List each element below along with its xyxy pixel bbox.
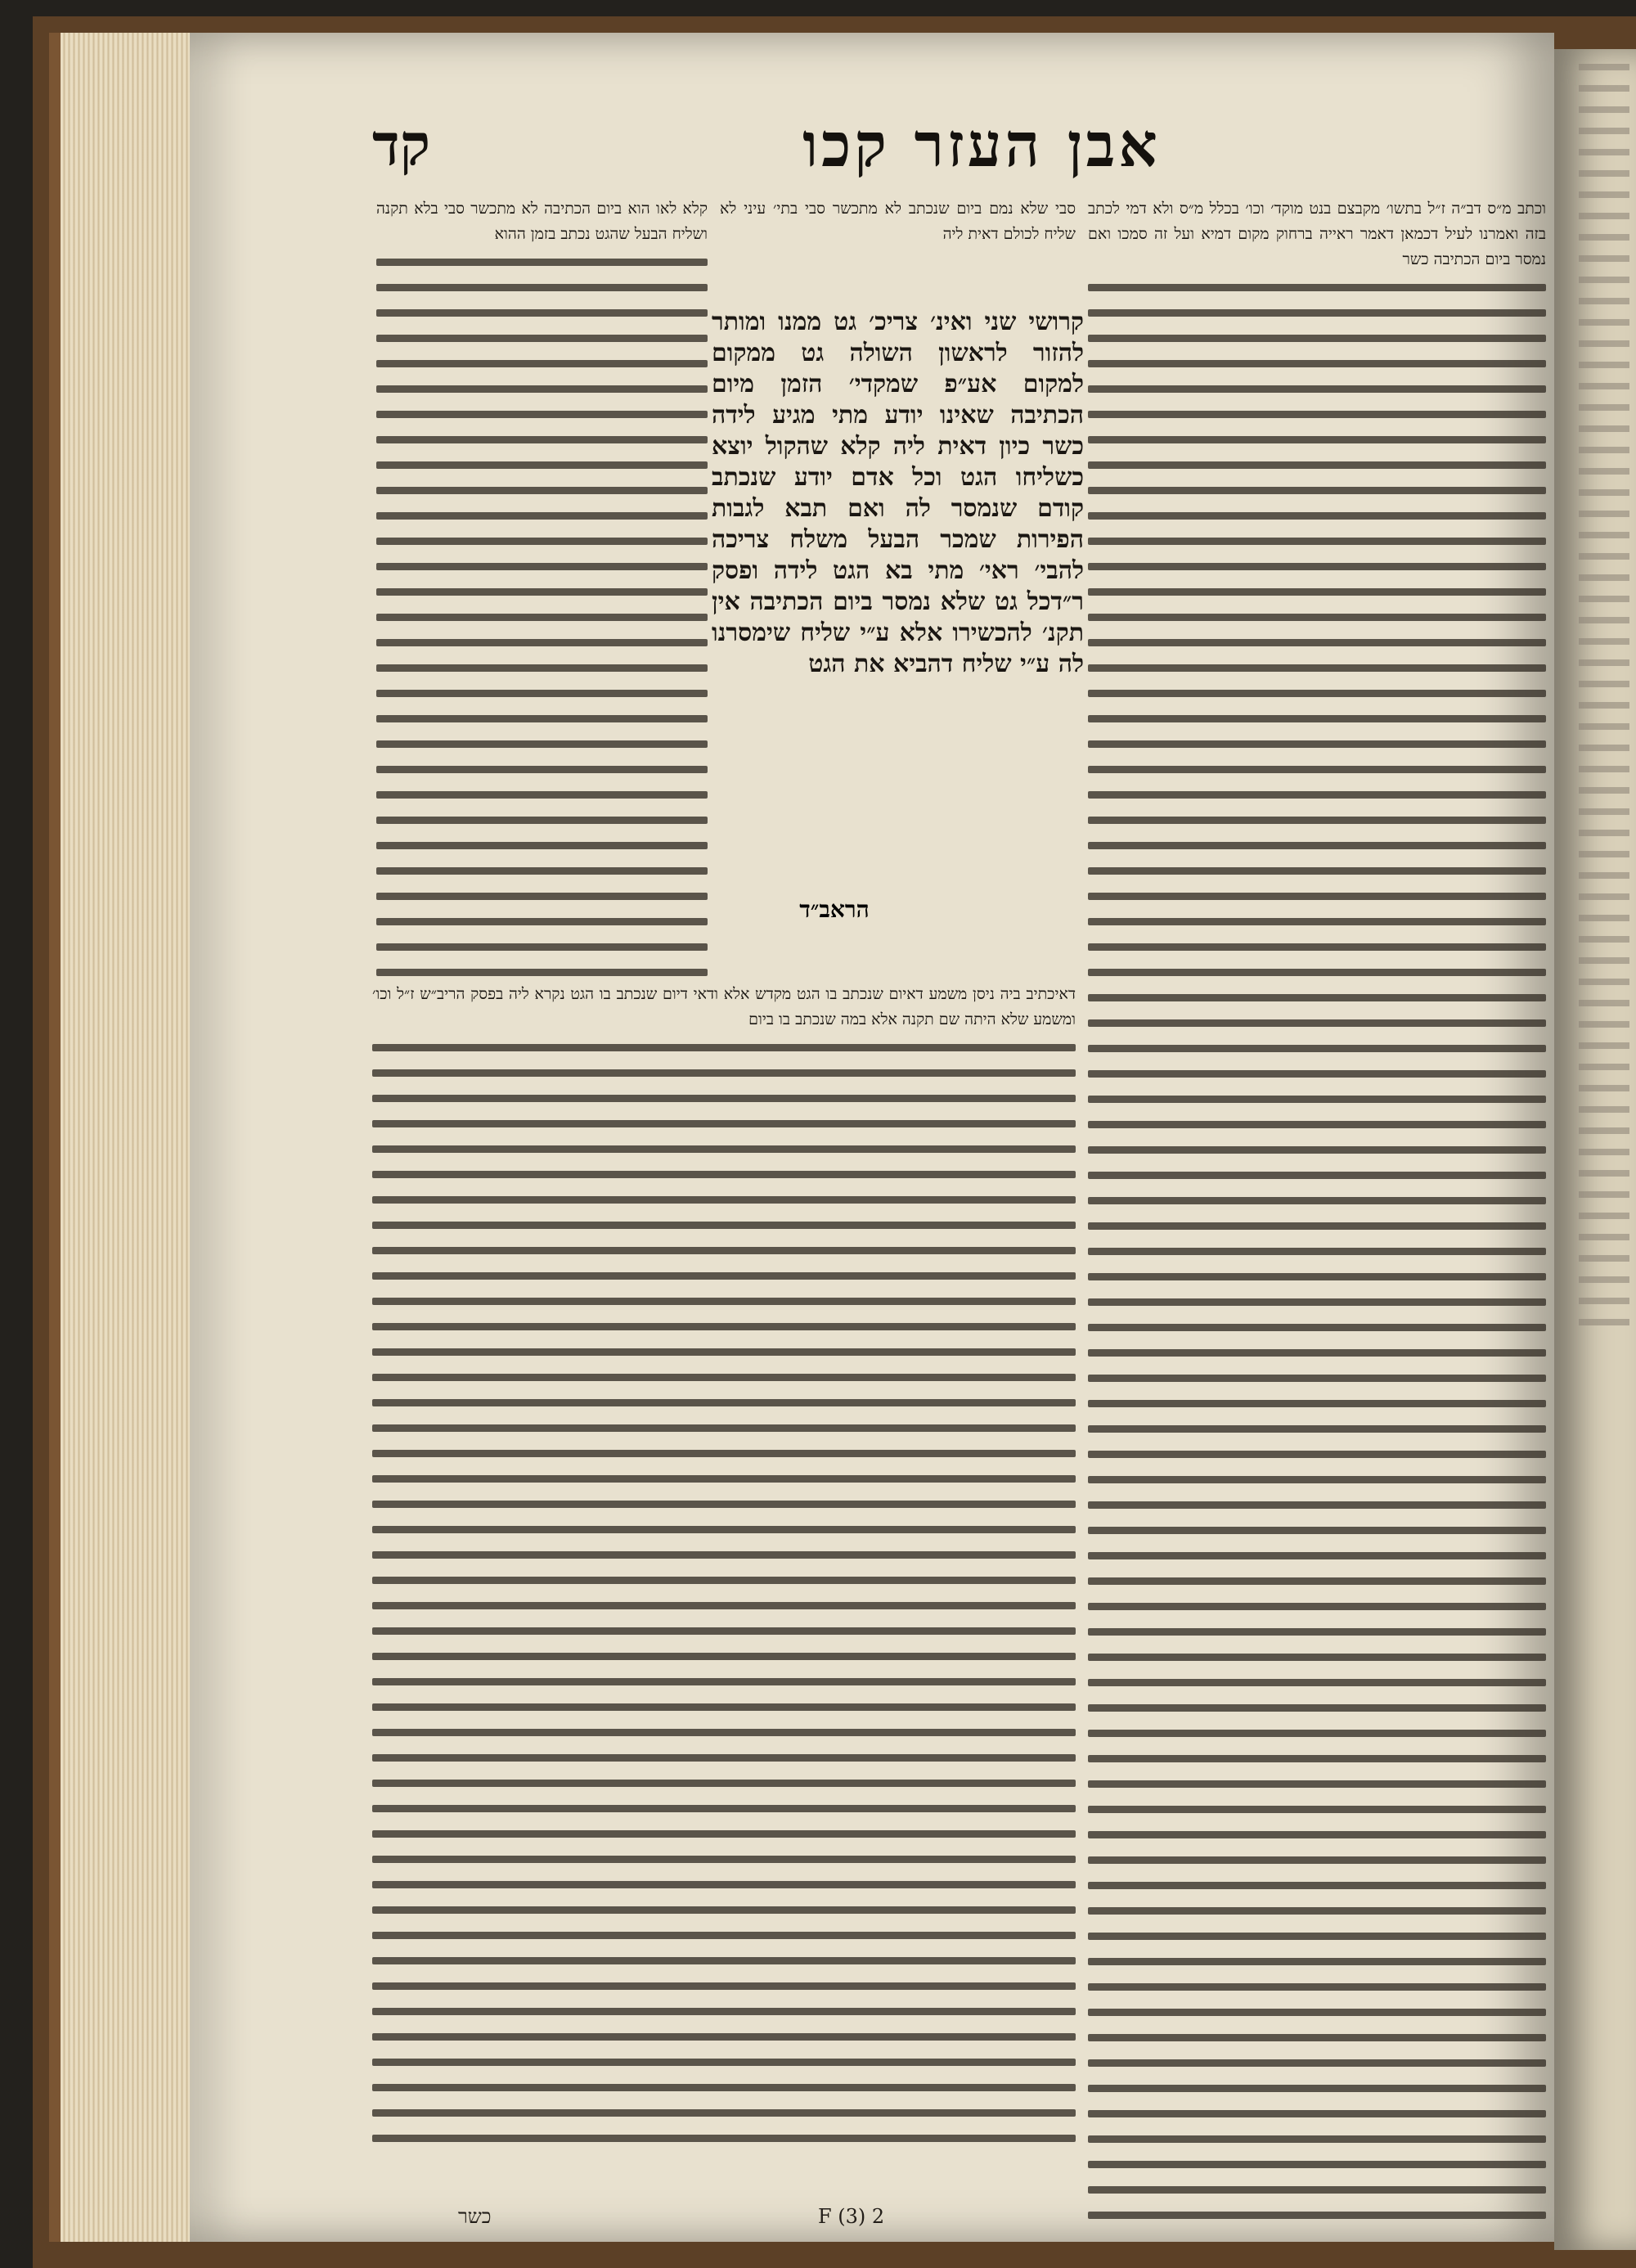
commentary-right-text: וכתב מ״ס דב״ה ז״ל בתשו׳ מקבצם בנט מוקד׳ וכו׳ בכלל מ״ס ולא דמי לכתב בזה ואמרנו לעיל דכמאן דאמר ראייה ברחוק מקום דמיא ועל זה סמכו ואם נמסר ביום הכתיבה כשר xyxy=(1088,200,1546,268)
commentary-middle-text: סבי שלא נמם ביום שנכתב לא מתכשר סבי בתי׳ עיני לא שליח לכולם דאית ליה xyxy=(720,200,1076,243)
commentary-right-lines xyxy=(1088,284,1546,2219)
facing-page-edge xyxy=(1554,49,1636,2250)
signature-mark: F (3) 2 xyxy=(818,2205,885,2228)
commentary-left-column xyxy=(376,196,708,982)
main-text: קרושי שני ואינ׳ צריכ׳ גט ממנו ומותר להזור לראשון השולה גט ממקום למקום אע״פ שמקדי׳ הזמן מיום הכתיבה שאינו יודע מתי מגיע לידה כשר כיון דאית ליה קלא שהקול יוצא כשליחו הגט וכל אדם יודע שנכתב קודם שנמסר לה ואם תבא לגבות הפירות שמכר הבעל משלח צריכה להבי׳ ראי׳ מתי בא הגט לידה ופסק ר״דכל גט שלא נמסר ביום הכתיבה אין תקנ׳ להכשירו אלא ע״י שליח שימסרנו לה ע״י שליח דהביא את הגט xyxy=(712,308,1084,678)
commentary-middle-top xyxy=(720,196,1076,295)
commentary-bottom-lines xyxy=(372,1044,1076,2142)
page-number: קד xyxy=(372,110,431,178)
catchword: כשר xyxy=(458,2205,492,2228)
commentary-left-text: קלא לאו הוא ביום הכתיבה לא מתכשר סבי בלא תקנה ושליח הבעל שהגט נכתב בזמן ההוא xyxy=(376,200,708,243)
commentary-bottom-text: דאיכתיב ביה ניסן משמע דאיום שנכתב בו הגט מקדש אלא ודאי דיום שנכתב בו הגט נקרא ליה בפסק הריב״ש ז״ל וכו׳ ומשמע שלא היתה שם תקנה אלא במה שנכתב בו ביום xyxy=(372,985,1076,1028)
commentary-right-column xyxy=(1088,196,1546,2234)
main-text-block xyxy=(712,307,1084,871)
commentary-left-lines xyxy=(376,259,708,976)
attribution-label: הראב״ד xyxy=(799,896,870,923)
commentary-bottom-block xyxy=(372,982,1076,2180)
running-title: אבן העזר קכו xyxy=(802,110,1161,181)
